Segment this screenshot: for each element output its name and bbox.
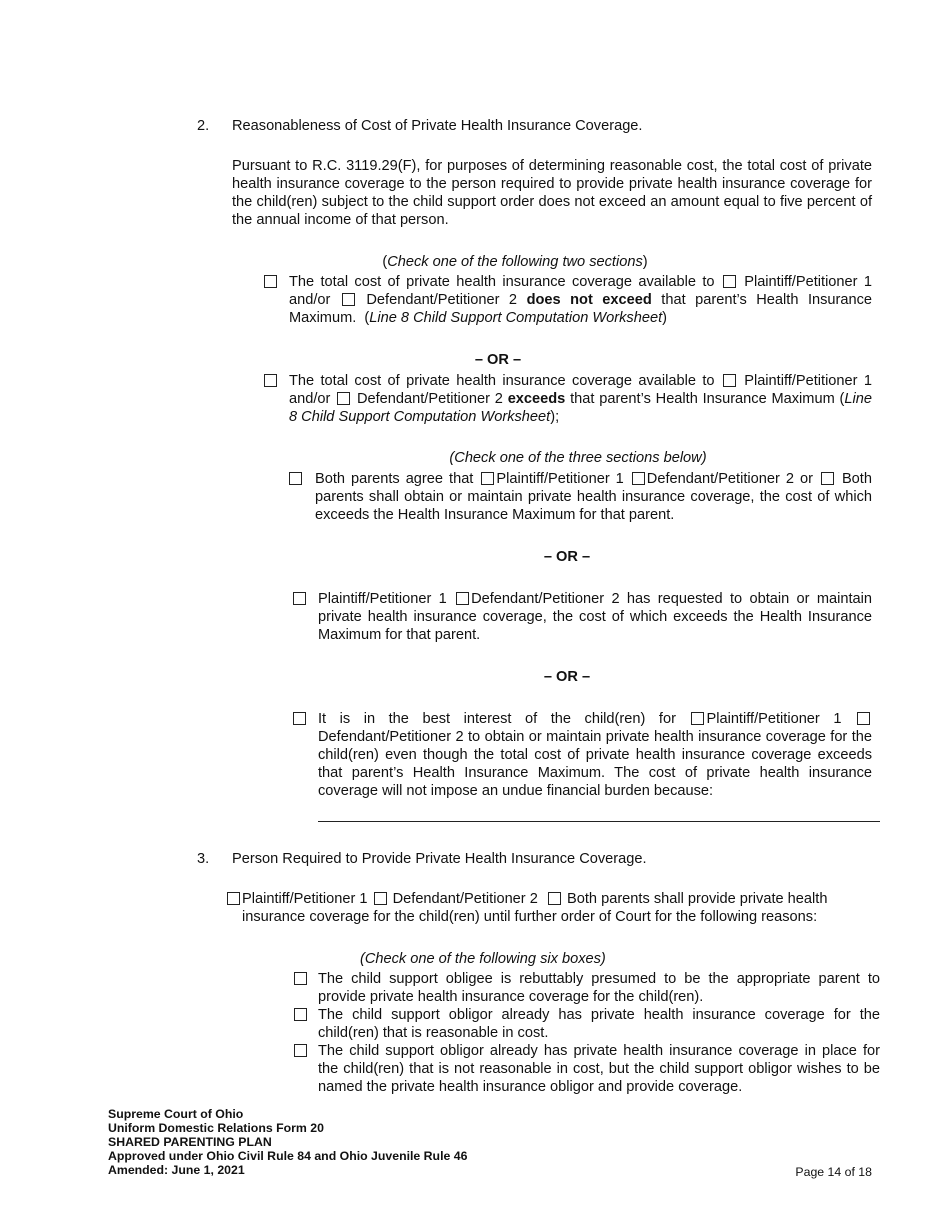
sub-option-3-text: It is in the best interest of the child(ren) for Plaintiff/Petitioner 1 Defendant/Petitioner 2 to obtain or maintain private health insurance coverage for the child(ren) even though the total cost of private health insurance coverage exceeds that parent’s Health Insurance Maximum. The cost of private health insurance coverage will not impose an undue financial burden because: bbox=[318, 711, 872, 799]
section-2-intro: Pursuant to R.C. 3119.29(F), for purposes of determining reasonable cost, the total cost of private health insurance coverage to the person required to provide private health insurance coverage for the child(ren) subject to the child support order does not exceed an amount equal to five percent of the annual income of that person. bbox=[232, 158, 872, 228]
section-2-number: 2. bbox=[197, 118, 210, 134]
option-1-plaintiff-checkbox[interactable] bbox=[723, 275, 736, 288]
or-divider-1: – OR – bbox=[474, 352, 522, 368]
sub-option-3-checkbox[interactable] bbox=[293, 712, 306, 725]
footer-court: Supreme Court of Ohio bbox=[108, 1107, 244, 1121]
check-three-instruction: (Check one of the three sections below) bbox=[449, 450, 707, 466]
sub-option-1-both-checkbox[interactable] bbox=[821, 472, 834, 485]
section-3-number: 3. bbox=[197, 851, 210, 867]
section-2-title: Reasonableness of Cost of Private Health Insurance Coverage. bbox=[232, 118, 643, 134]
page-number: Page 14 of 18 bbox=[795, 1165, 872, 1179]
section-3-defendant-checkbox[interactable] bbox=[374, 892, 387, 905]
box-3-checkbox[interactable] bbox=[294, 1044, 307, 1057]
sub-option-1-defendant-checkbox[interactable] bbox=[632, 472, 645, 485]
sub-option-2-text: Plaintiff/Petitioner 1 Defendant/Petitioner 2 has requested to obtain or maintain private health insurance coverage, the cost of which exceeds the Health Insurance Maximum for that parent. bbox=[318, 591, 872, 643]
check-two-instruction: (Check one of the following two sections) bbox=[382, 254, 648, 270]
sub-option-2-checkbox[interactable] bbox=[293, 592, 306, 605]
option-2-defendant-checkbox[interactable] bbox=[337, 392, 350, 405]
option-2-text: The total cost of private health insurance coverage available to Plaintiff/Petitioner 1 and/or Defendant/Petitioner 2 exceeds that parent’s Health Insurance Maximum (Line 8 Child Support Computation Worksheet); bbox=[289, 373, 872, 425]
box-2-text: The child support obligor already has private health insurance coverage for the child(ren) that is reasonable in cost. bbox=[318, 1007, 880, 1041]
sub-option-1-plaintiff-checkbox[interactable] bbox=[481, 472, 494, 485]
sub-option-2-defendant-checkbox[interactable] bbox=[456, 592, 469, 605]
option-1-defendant-checkbox[interactable] bbox=[342, 293, 355, 306]
section-3-title: Person Required to Provide Private Health Insurance Coverage. bbox=[232, 851, 647, 867]
sub-option-3-defendant-checkbox[interactable] bbox=[857, 712, 870, 725]
box-2-checkbox[interactable] bbox=[294, 1008, 307, 1021]
footer-amended: Amended: June 1, 2021 bbox=[108, 1163, 245, 1177]
box-3-text: The child support obligor already has private health insurance coverage in place for the child(ren) that is not reasonable in cost, but the child support obligor wishes to be named the private health insurance obligor and provide coverage. bbox=[318, 1043, 880, 1095]
check-six-instruction: (Check one of the following six boxes) bbox=[360, 951, 606, 967]
footer-form: Uniform Domestic Relations Form 20 bbox=[108, 1121, 324, 1135]
box-1-checkbox[interactable] bbox=[294, 972, 307, 985]
section-3-plaintiff-checkbox[interactable] bbox=[227, 892, 240, 905]
option-1-checkbox[interactable] bbox=[264, 275, 277, 288]
sub-option-1-text: Both parents agree that Plaintiff/Petitioner 1 Defendant/Petitioner 2 or Both parents shall obtain or maintain private health insurance coverage, the cost of which exceeds the Health Insurance Maximum for that parent. bbox=[315, 471, 872, 523]
footer-approved: Approved under Ohio Civil Rule 84 and Ohio Juvenile Rule 46 bbox=[108, 1149, 468, 1163]
or-divider-3: – OR – bbox=[543, 669, 591, 685]
option-2-plaintiff-checkbox[interactable] bbox=[723, 374, 736, 387]
box-1-text: The child support obligee is rebuttably presumed to be the appropriate parent to provide private health insurance coverage for the child(ren). bbox=[318, 971, 880, 1005]
footer-block bbox=[108, 1107, 467, 1177]
option-2-checkbox[interactable] bbox=[264, 374, 277, 387]
sub-option-3-plaintiff-checkbox[interactable] bbox=[691, 712, 704, 725]
section-3-both-checkbox[interactable] bbox=[548, 892, 561, 905]
or-divider-2: – OR – bbox=[543, 549, 591, 565]
option-1-text: The total cost of private health insurance coverage available to Plaintiff/Petitioner 1 and/or Defendant/Petitioner 2 does not exceed that parent’s Health Insurance Maximum. (Line 8 Child Support Computation Worksheet) bbox=[289, 274, 873, 326]
section-3-text: Plaintiff/Petitioner 1 Defendant/Petitioner 2 Both parents shall provide private health insurance coverage for the child(ren) until further order of Court for the following reasons: bbox=[242, 891, 828, 925]
reason-blank-line[interactable] bbox=[318, 821, 880, 822]
footer-plan: SHARED PARENTING PLAN bbox=[108, 1135, 272, 1149]
sub-option-1-checkbox[interactable] bbox=[289, 472, 302, 485]
